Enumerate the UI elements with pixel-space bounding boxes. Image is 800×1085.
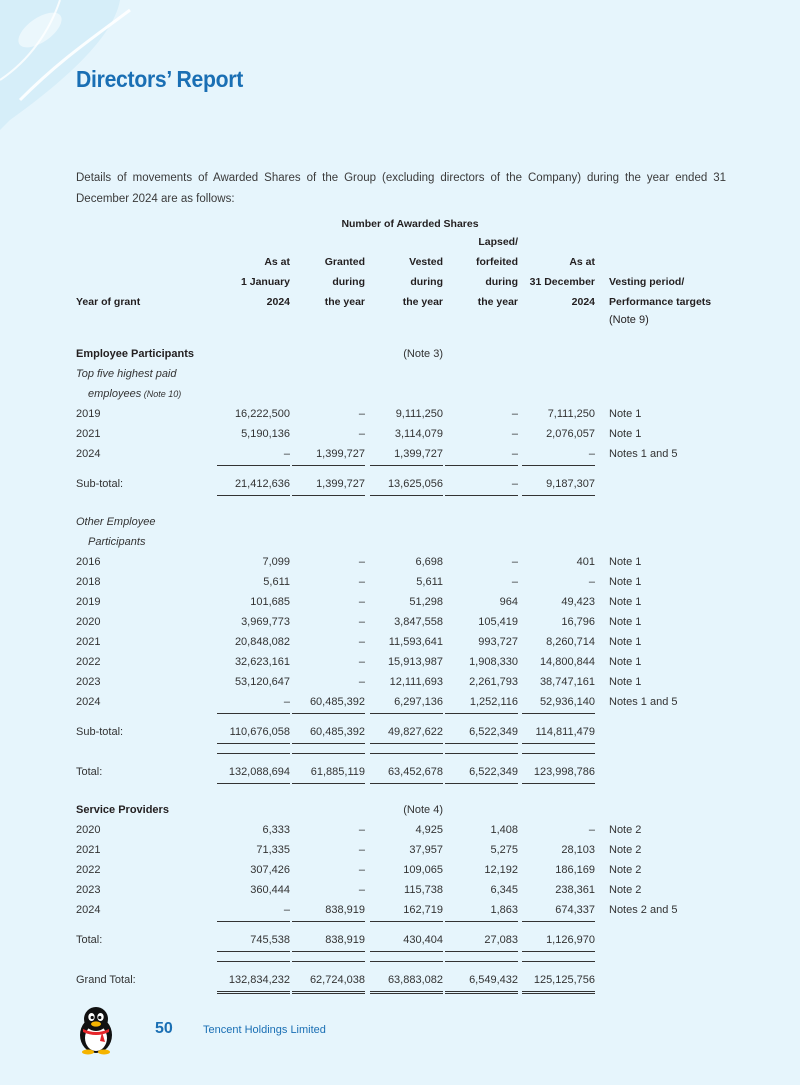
cell-value: – bbox=[358, 556, 365, 568]
row-label: Top five highest paid bbox=[76, 368, 177, 380]
cell-value: 6,522,349 bbox=[469, 766, 518, 778]
underline bbox=[370, 495, 443, 496]
cell-value: – bbox=[588, 448, 595, 460]
cell-value: 60,485,392 bbox=[309, 726, 365, 738]
cell-value: 7,111,250 bbox=[547, 408, 595, 420]
cell-value: 63,452,678 bbox=[387, 766, 443, 778]
table-row bbox=[0, 860, 800, 880]
cell-value: – bbox=[358, 408, 365, 420]
table-row bbox=[0, 672, 800, 692]
cell-value: – bbox=[283, 448, 290, 460]
underline bbox=[217, 465, 290, 466]
cell-value: 1,399,727 bbox=[316, 448, 365, 460]
table-row bbox=[0, 632, 800, 652]
row-label: 2016 bbox=[76, 556, 101, 568]
underline bbox=[445, 495, 518, 496]
cell-value: – bbox=[358, 864, 365, 876]
double-underline bbox=[522, 991, 595, 994]
cell-value: 63,883,082 bbox=[387, 974, 443, 986]
underline bbox=[522, 951, 595, 952]
cell-value: 115,738 bbox=[404, 884, 443, 896]
cell-value: 71,335 bbox=[256, 844, 290, 856]
cell-value: 21,412,636 bbox=[234, 478, 290, 490]
underline bbox=[445, 465, 518, 466]
total-row bbox=[0, 930, 800, 950]
table-row bbox=[0, 900, 800, 920]
row-label: 2021 bbox=[76, 636, 101, 648]
cell-value: 32,623,161 bbox=[234, 656, 290, 668]
cell-value: 964 bbox=[499, 596, 518, 608]
cell-value: 62,724,038 bbox=[309, 974, 365, 986]
table-row bbox=[0, 404, 800, 424]
page-title: Directors’ Report bbox=[76, 66, 243, 92]
underline bbox=[445, 783, 518, 784]
underline bbox=[522, 465, 595, 466]
cell-value: 6,522,349 bbox=[469, 726, 518, 738]
cell-value: 11,593,641 bbox=[388, 636, 443, 648]
underline bbox=[217, 961, 290, 962]
row-label: employees (Note 10) bbox=[88, 388, 182, 400]
row-label: 2023 bbox=[76, 884, 101, 896]
underline bbox=[445, 713, 518, 714]
vesting-note: Note 2 bbox=[609, 824, 642, 836]
underline bbox=[292, 961, 365, 962]
underline bbox=[217, 713, 290, 714]
table-row bbox=[0, 424, 800, 444]
cell-value: 9,111,250 bbox=[395, 408, 443, 420]
cell-value: 3,114,079 bbox=[394, 428, 443, 440]
cell-value: – bbox=[358, 616, 365, 628]
underline bbox=[370, 783, 443, 784]
row-label: 2020 bbox=[76, 824, 101, 836]
header-as-at-31-december: As at 31 December 2024 bbox=[529, 256, 595, 308]
table-row bbox=[0, 692, 800, 712]
cell-value: 12,192 bbox=[484, 864, 518, 876]
cell-value: 2,076,057 bbox=[546, 428, 595, 440]
row-label: Service Providers bbox=[76, 804, 169, 816]
double-underline bbox=[445, 991, 518, 994]
underline bbox=[445, 951, 518, 952]
header-lapsed: Lapsed/ forfeited during the year bbox=[476, 236, 518, 308]
cell-value: – bbox=[358, 596, 365, 608]
cell-value: – bbox=[358, 824, 365, 836]
underline bbox=[292, 783, 365, 784]
table-row bbox=[0, 592, 800, 612]
cell-value: 3,847,558 bbox=[394, 616, 443, 628]
vesting-note: Note 1 bbox=[609, 656, 642, 668]
cell-value: 52,936,140 bbox=[539, 696, 595, 708]
underline bbox=[217, 743, 290, 744]
header-granted: Granted during the year bbox=[324, 256, 365, 308]
cell-value: 1,863 bbox=[490, 904, 518, 916]
note-reference: (Note 10) bbox=[141, 389, 182, 399]
underline bbox=[522, 713, 595, 714]
underline bbox=[292, 921, 365, 922]
underline bbox=[370, 743, 443, 744]
underline bbox=[370, 753, 443, 754]
table-row bbox=[0, 820, 800, 840]
cell-value: 307,426 bbox=[250, 864, 290, 876]
cell-value: 1,399,727 bbox=[316, 478, 365, 490]
cell-value: 1,252,116 bbox=[469, 696, 518, 708]
cell-value: 5,611 bbox=[263, 576, 290, 588]
table-row bbox=[0, 652, 800, 672]
double-underline bbox=[370, 991, 443, 994]
cell-value: – bbox=[511, 556, 518, 568]
group-header: Number of Awarded Shares bbox=[341, 218, 479, 230]
cell-value: 12,111,693 bbox=[389, 676, 443, 688]
underline bbox=[217, 951, 290, 952]
cell-value: – bbox=[283, 696, 290, 708]
cell-value: 401 bbox=[576, 556, 595, 568]
cell-value: 5,190,136 bbox=[241, 428, 290, 440]
cell-value: – bbox=[588, 576, 595, 588]
cell-value: – bbox=[511, 428, 518, 440]
row-label: 2018 bbox=[76, 576, 101, 588]
row-label: 2024 bbox=[76, 904, 101, 916]
cell-value: – bbox=[511, 408, 518, 420]
header-vesting-period: Vesting period/ Performance targets bbox=[609, 276, 712, 308]
table-row bbox=[0, 840, 800, 860]
vesting-note: Note 1 bbox=[609, 576, 642, 588]
cell-value: 3,969,773 bbox=[241, 616, 290, 628]
table-row bbox=[0, 552, 800, 572]
row-label: Other Employee bbox=[76, 516, 156, 528]
row-label: Total: bbox=[76, 766, 103, 778]
underline bbox=[445, 753, 518, 754]
section-row bbox=[0, 800, 800, 820]
cell-value: 6,549,432 bbox=[469, 974, 518, 986]
cell-value: 105,419 bbox=[478, 616, 518, 628]
row-label: 2023 bbox=[76, 676, 101, 688]
cell-value: 13,625,056 bbox=[387, 478, 443, 490]
table-row bbox=[0, 572, 800, 592]
underline bbox=[217, 753, 290, 754]
cell-value: – bbox=[511, 576, 518, 588]
underline bbox=[292, 713, 365, 714]
cell-value: – bbox=[588, 824, 595, 836]
underline bbox=[370, 465, 443, 466]
total-row bbox=[0, 722, 800, 742]
cell-value: 38,747,161 bbox=[539, 676, 595, 688]
cell-value: – bbox=[358, 636, 365, 648]
vesting-note: Note 1 bbox=[609, 596, 642, 608]
cell-value: 101,685 bbox=[250, 596, 290, 608]
cell-value: 838,919 bbox=[325, 934, 365, 946]
vesting-note: Note 2 bbox=[609, 864, 642, 876]
group-label-row bbox=[0, 512, 800, 532]
underline bbox=[370, 713, 443, 714]
underline bbox=[522, 921, 595, 922]
double-underline bbox=[217, 991, 290, 994]
cell-value: 838,919 bbox=[325, 904, 365, 916]
underline bbox=[292, 753, 365, 754]
section-row bbox=[0, 344, 800, 364]
underline bbox=[522, 495, 595, 496]
header-note-ref: (Note 9) bbox=[609, 314, 649, 326]
cell-value: 6,345 bbox=[490, 884, 518, 896]
cell-value: 5,275 bbox=[490, 844, 518, 856]
cell-value: 1,399,727 bbox=[394, 448, 443, 460]
row-label: Participants bbox=[88, 536, 146, 548]
cell-value: – bbox=[358, 676, 365, 688]
cell-value: 132,834,232 bbox=[228, 974, 290, 986]
vesting-note: Note 2 bbox=[609, 884, 642, 896]
total-row bbox=[0, 474, 800, 494]
underline bbox=[292, 951, 365, 952]
cell-value: 6,698 bbox=[415, 556, 443, 568]
cell-value: 5,611 bbox=[416, 576, 443, 588]
cell-value: 8,260,714 bbox=[546, 636, 595, 648]
row-label: 2024 bbox=[76, 696, 101, 708]
cell-value: 2,261,793 bbox=[469, 676, 518, 688]
underline bbox=[445, 961, 518, 962]
cell-value: – bbox=[283, 904, 290, 916]
cell-value: 109,065 bbox=[403, 864, 443, 876]
company-name: Tencent Holdings Limited bbox=[203, 1024, 326, 1036]
cell-value: 27,083 bbox=[484, 934, 518, 946]
cell-value: 132,088,694 bbox=[228, 766, 290, 778]
underline bbox=[370, 961, 443, 962]
cell-value: 20,848,082 bbox=[234, 636, 290, 648]
cell-value: 1,908,330 bbox=[469, 656, 518, 668]
underline bbox=[370, 921, 443, 922]
underline bbox=[445, 921, 518, 922]
section-note-ref: (Note 4) bbox=[403, 804, 443, 816]
cell-value: 360,444 bbox=[250, 884, 290, 896]
cell-value: 745,538 bbox=[250, 934, 290, 946]
underline bbox=[522, 961, 595, 962]
vesting-note: Note 1 bbox=[609, 616, 642, 628]
cell-value: 110,676,058 bbox=[229, 726, 290, 738]
table-row bbox=[0, 444, 800, 464]
cell-value: 49,423 bbox=[561, 596, 595, 608]
cell-value: – bbox=[358, 884, 365, 896]
cell-value: 60,485,392 bbox=[309, 696, 365, 708]
cell-value: 125,125,756 bbox=[533, 974, 595, 986]
cell-value: 238,361 bbox=[555, 884, 595, 896]
cell-value: 37,957 bbox=[409, 844, 443, 856]
row-label: Grand Total: bbox=[76, 974, 136, 986]
row-label: 2021 bbox=[76, 428, 101, 440]
table-row bbox=[0, 880, 800, 900]
cell-value: 123,998,786 bbox=[533, 766, 595, 778]
vesting-note: Notes 2 and 5 bbox=[609, 904, 678, 916]
table-row bbox=[0, 612, 800, 632]
cell-value: 28,103 bbox=[561, 844, 595, 856]
cell-value: 674,337 bbox=[555, 904, 595, 916]
group-label-row bbox=[0, 532, 800, 552]
row-label: 2019 bbox=[76, 596, 101, 608]
total-row bbox=[0, 762, 800, 782]
vesting-note: Note 1 bbox=[609, 676, 642, 688]
cell-value: 186,169 bbox=[555, 864, 595, 876]
row-label: 2019 bbox=[76, 408, 101, 420]
cell-value: 162,719 bbox=[403, 904, 443, 916]
header-vested: Vested during the year bbox=[402, 256, 443, 308]
cell-value: 1,408 bbox=[490, 824, 518, 836]
row-label: 2021 bbox=[76, 844, 101, 856]
vesting-note: Note 1 bbox=[609, 556, 642, 568]
cell-value: – bbox=[511, 448, 518, 460]
cell-value: 16,796 bbox=[561, 616, 595, 628]
row-label: Sub-total: bbox=[76, 726, 124, 738]
intro-paragraph: Details of movements of Awarded Shares of the Group (excluding directors of the Company) during the year ended 31 December 2024 are as follows: bbox=[76, 172, 726, 205]
grand-total-row bbox=[0, 970, 800, 990]
cell-value: – bbox=[358, 576, 365, 588]
cell-value: 4,925 bbox=[415, 824, 443, 836]
header-as-at-1-january: As at 1 January 2024 bbox=[240, 256, 290, 308]
cell-value: 6,333 bbox=[262, 824, 290, 836]
row-label: 2022 bbox=[76, 656, 101, 668]
vesting-note: Notes 1 and 5 bbox=[609, 448, 678, 460]
section-note-ref: (Note 3) bbox=[403, 348, 443, 360]
vesting-note: Note 1 bbox=[609, 636, 642, 648]
cell-value: – bbox=[511, 478, 518, 490]
cell-value: 7,099 bbox=[262, 556, 290, 568]
cell-value: 15,913,987 bbox=[387, 656, 443, 668]
row-label: 2024 bbox=[76, 448, 101, 460]
underline bbox=[522, 743, 595, 744]
group-label-row bbox=[0, 384, 800, 404]
cell-value: 51,298 bbox=[409, 596, 443, 608]
underline bbox=[445, 743, 518, 744]
cell-value: 114,811,479 bbox=[535, 726, 595, 738]
cell-value: 16,222,500 bbox=[234, 408, 290, 420]
cell-value: – bbox=[358, 656, 365, 668]
group-label-row bbox=[0, 364, 800, 384]
cell-value: 53,120,647 bbox=[234, 676, 290, 688]
cell-value: 1,126,970 bbox=[546, 934, 595, 946]
row-label: Total: bbox=[76, 934, 103, 946]
underline bbox=[522, 753, 595, 754]
underline bbox=[217, 495, 290, 496]
underline bbox=[217, 921, 290, 922]
cell-value: 61,885,119 bbox=[310, 766, 365, 778]
double-underline bbox=[292, 991, 365, 994]
penguin-mascot-icon bbox=[74, 1005, 118, 1055]
cell-value: – bbox=[358, 428, 365, 440]
cell-value: – bbox=[358, 844, 365, 856]
cell-value: 9,187,307 bbox=[546, 478, 595, 490]
cell-value: 993,727 bbox=[478, 636, 518, 648]
page-number: 50 bbox=[155, 1020, 173, 1037]
underline bbox=[370, 951, 443, 952]
vesting-note: Note 1 bbox=[609, 408, 642, 420]
row-label: Sub-total: bbox=[76, 478, 124, 490]
cell-value: 14,800,844 bbox=[539, 656, 595, 668]
underline bbox=[217, 783, 290, 784]
underline bbox=[292, 495, 365, 496]
underline bbox=[522, 783, 595, 784]
vesting-note: Note 1 bbox=[609, 428, 642, 440]
row-label: Employee Participants bbox=[76, 348, 194, 360]
row-label: 2022 bbox=[76, 864, 101, 876]
vesting-note: Note 2 bbox=[609, 844, 642, 856]
underline bbox=[292, 465, 365, 466]
header-year-of-grant: Year of grant bbox=[76, 296, 141, 308]
cell-value: 49,827,622 bbox=[387, 726, 443, 738]
cell-value: 430,404 bbox=[403, 934, 443, 946]
vesting-note: Notes 1 and 5 bbox=[609, 696, 678, 708]
row-label: 2020 bbox=[76, 616, 101, 628]
cell-value: 6,297,136 bbox=[394, 696, 443, 708]
underline bbox=[292, 743, 365, 744]
